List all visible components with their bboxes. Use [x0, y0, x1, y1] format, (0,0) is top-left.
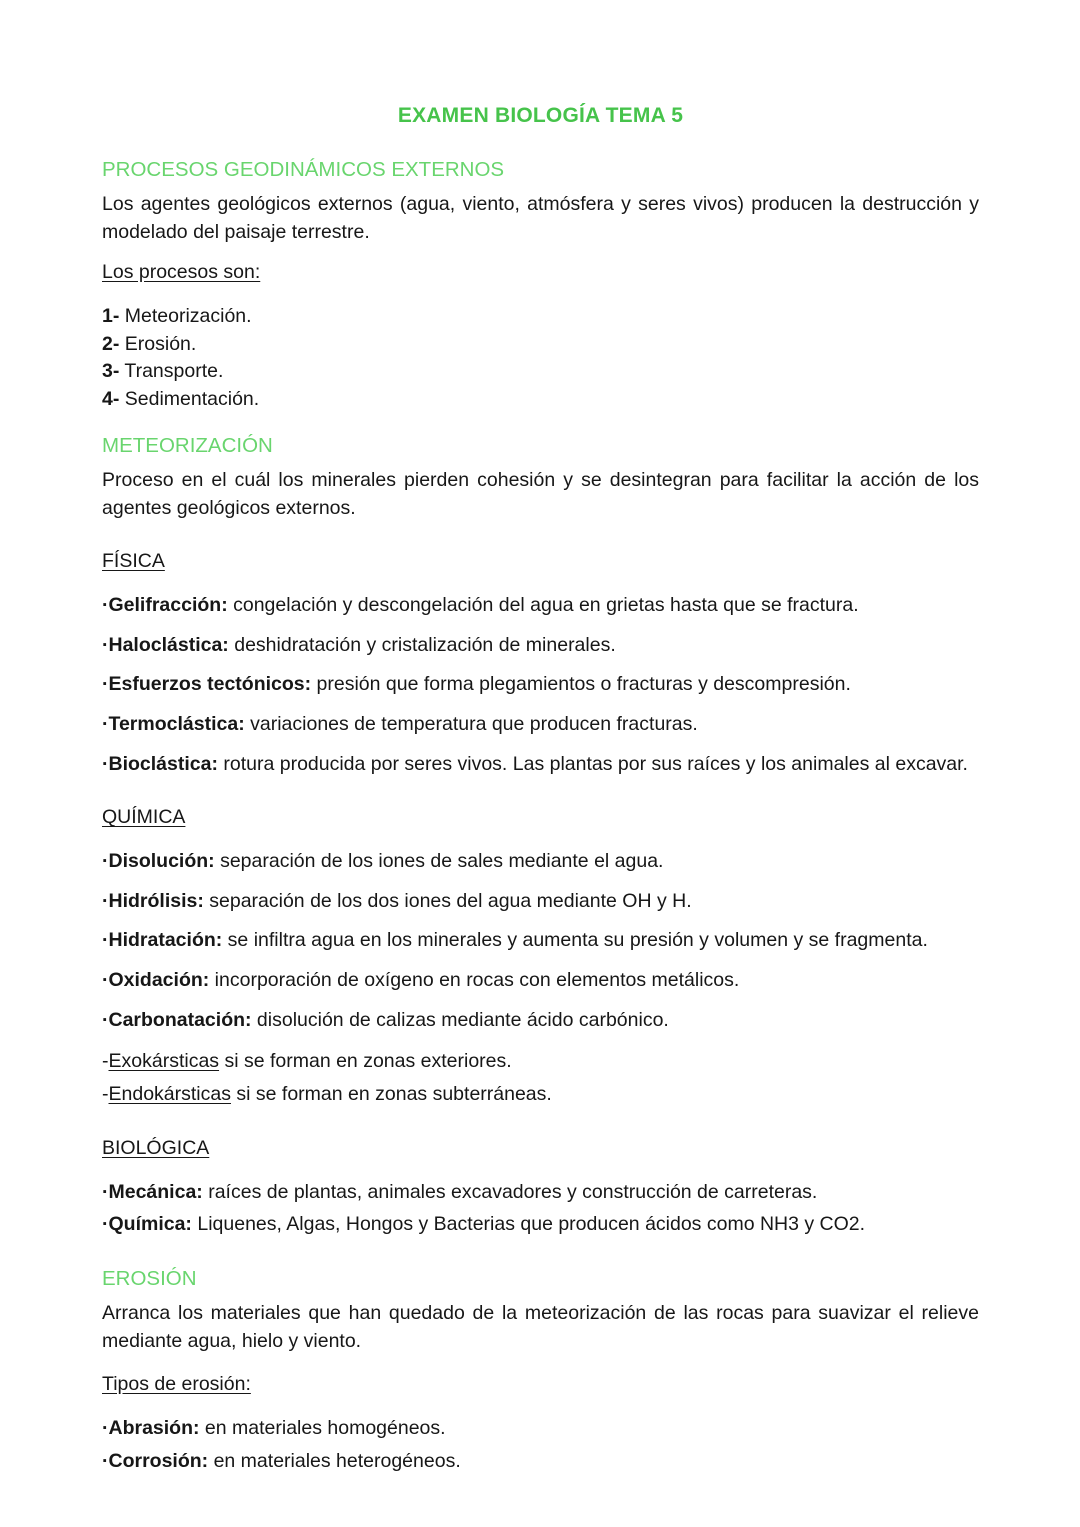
quimica-bullet-list [102, 848, 979, 1034]
erosion-bullet-list [102, 1415, 979, 1475]
biologica-bullet-list [102, 1179, 979, 1239]
bullet-termoclastica [102, 711, 979, 739]
section-heading-erosion: EROSIÓN [102, 1266, 197, 1290]
bullet-definition: rotura producida por seres vivos. Las plantas por sus raíces y los animales al excavar. [217, 752, 968, 775]
bullet-term: ·Hidrólisis: [102, 889, 204, 912]
bullet-term: ·Esfuerzos tectónicos: [102, 673, 312, 696]
bullet-definition: separación de los iones de sales mediante el agua. [214, 850, 664, 872]
bullet-definition: deshidratación y cristalización de minerales. [228, 633, 616, 656]
bullet-term: ·Hidratación: [102, 929, 223, 952]
list-item-text: Erosión. [119, 332, 197, 355]
bullet-quimica-biologica [102, 1211, 979, 1239]
bullet-corrosion [102, 1448, 979, 1476]
bullet-definition: incorporación de oxígeno en rocas con elementos metálicos. [209, 969, 740, 992]
list-item-sedimentacion [102, 386, 979, 414]
karst-dash: - [102, 1083, 109, 1106]
bullet-oxidacion [102, 967, 979, 995]
bullet-disolucion [102, 848, 979, 876]
list-item-number: 3- [102, 360, 120, 383]
section-heading-procesos-geodinamicos: PROCESOS GEODINÁMICOS EXTERNOS [102, 158, 505, 181]
karst-text: si se forman en zonas exteriores. [219, 1050, 512, 1073]
bullet-definition: disolución de calizas mediante ácido carbónico. [251, 1008, 669, 1031]
bullet-definition: separación de los dos iones del agua mediante OH y H. [203, 889, 692, 912]
erosion-intro-paragraph: Arranca los materiales que han quedado de la meteorización de las rocas para suavizar el relieve mediante agua, hielo y viento. [102, 1301, 979, 1352]
bullet-definition: Liquenes, Algas, Hongos y Bacterias que producen ácidos como NH3 y CO2. [191, 1213, 866, 1236]
list-item-text: Transporte. [119, 360, 224, 383]
bullet-term: ·Haloclástica: [102, 633, 229, 656]
karst-note-endokarsticas [102, 1081, 979, 1109]
section-heading-meteorizacion: METEORIZACIÓN [102, 433, 273, 457]
karst-notes-list [102, 1048, 979, 1108]
bullet-hidratacion [102, 927, 979, 955]
bullet-definition: variaciones de temperatura que producen fracturas. [244, 712, 698, 735]
list-item-erosion [102, 331, 979, 359]
procesos-intro-paragraph: Los agentes geológicos externos (agua, viento, atmósfera y seres vivos) producen la destrucción y modelado del paisaje terrestre. [102, 193, 979, 243]
bullet-mecanica [102, 1179, 979, 1207]
bullet-definition: presión que forma plegamientos o fracturas y descompresión. [311, 673, 851, 696]
bullet-definition: se infiltra agua en los minerales y aumenta su presión y volumen y se fragmenta. [222, 929, 928, 952]
list-item-transporte [102, 358, 979, 386]
bullet-haloclastica [102, 632, 979, 660]
list-item-number: 2- [102, 332, 120, 355]
bullet-term: ·Bioclástica: [102, 752, 218, 775]
bullet-term: ·Corrosión: [102, 1449, 209, 1472]
bullet-term: ·Carbonatación: [102, 1008, 252, 1031]
karst-word: Endokársticas [108, 1083, 231, 1106]
bullet-gelifraccion [102, 592, 979, 620]
bullet-hidrolisis [102, 888, 979, 916]
bullet-term: ·Química: [102, 1213, 192, 1236]
bullet-definition: en materiales heterogéneos. [208, 1449, 461, 1472]
karst-note-exokarsticas [102, 1048, 979, 1076]
subsection-label-biologica: BIOLÓGICA [102, 1136, 210, 1159]
subsection-label-quimica: QUÍMICA [102, 806, 186, 829]
bullet-term: ·Disolución: [102, 850, 215, 872]
bullet-term: ·Oxidación: [102, 969, 210, 992]
fisica-bullet-list [102, 592, 979, 778]
procesos-list-label: Los procesos son: [102, 261, 261, 284]
list-item-text: Sedimentación. [119, 388, 260, 411]
bullet-definition: en materiales homogéneos. [199, 1416, 446, 1439]
list-item-number: 1- [102, 305, 120, 328]
erosion-list-label: Tipos de erosión: [102, 1373, 251, 1396]
karst-text: si se forman en zonas subterráneas. [230, 1083, 552, 1106]
bullet-definition: raíces de plantas, animales excavadores y construcción de carreteras. [202, 1180, 818, 1203]
bullet-term: ·Mecánica: [102, 1180, 203, 1203]
meteorizacion-intro-paragraph: Proceso en el cuál los minerales pierden cohesión y se desintegran para facilitar la acción de los agentes geológicos externos. [102, 468, 979, 519]
subsection-label-fisica: FÍSICA [102, 550, 165, 573]
bullet-term: ·Gelifracción: [102, 593, 228, 616]
bullet-term: ·Abrasión: [102, 1416, 200, 1439]
bullet-definition: congelación y descongelación del agua en grietas hasta que se fractura. [227, 593, 859, 616]
bullet-carbonatacion [102, 1007, 979, 1035]
list-item-meteorizacion [102, 303, 979, 331]
bullet-abrasion [102, 1415, 979, 1443]
karst-dash: - [102, 1050, 109, 1073]
bullet-esfuerzos-tectonicos [102, 671, 979, 699]
list-item-number: 4- [102, 388, 120, 411]
karst-word: Exokársticas [108, 1050, 220, 1073]
bullet-term: ·Termoclástica: [102, 712, 245, 735]
bullet-bioclastica [102, 751, 979, 779]
list-item-text: Meteorización. [119, 305, 252, 328]
page-title: EXAMEN BIOLOGÍA TEMA 5 [397, 104, 684, 127]
process-numbered-list [102, 303, 979, 414]
